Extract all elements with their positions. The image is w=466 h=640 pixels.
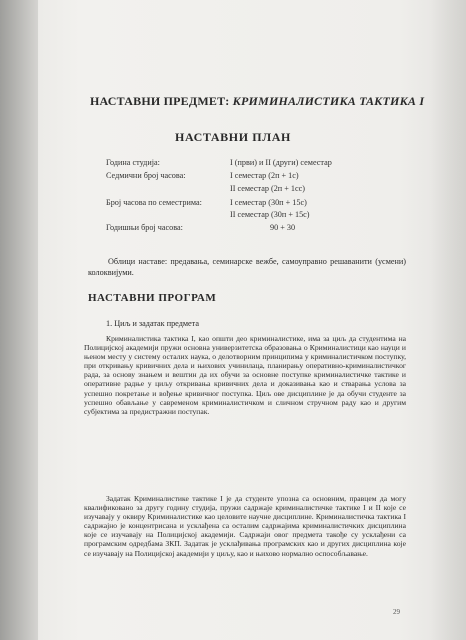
plan-row-value: II семестар (2п + 1сс): [230, 184, 305, 193]
program-heading: НАСТАВНИ ПРОГРАМ: [88, 292, 217, 304]
course-title: [90, 94, 430, 109]
plan-row-label: Годишњи број часова:: [106, 223, 183, 232]
teaching-forms-note: Облици наставе: предавања, семинарске вежбе, самоуправно решаванити (усмени) колоквијуми.: [88, 257, 406, 277]
plan-row-value: I семестар (2п + 1с): [230, 171, 299, 180]
paragraph-task: Задатак Криминалистике тактике I је да студенте упозна са основним, правцем да могу квалификовано за другу годину студија, пружи садржаје криминалистичке тактике I и II које се изучавају у оквиру Криминалистике као целовите научне дисциплине. Криминалистичка тактика I садржајно је концентрисана и усклађена са осталим садржајима криминалистичких дисциплина које се изучавају на Полицијској академији. Садржаји овог предмета такође су усклађени са програмским одредбама ЗКП. Задатак је усклађивања програмских као и других дисциплина које се изучавају на Полицијској академији у циљу, као и њихово нормално оспособљавање.: [84, 494, 406, 558]
section-heading: 1. Циљ и задатак предмета: [106, 319, 199, 328]
plan-heading: НАСТАВНИ ПЛАН: [175, 130, 291, 144]
course-title-subject: КРИМИНАЛИСТИКА ТАКТИКА I: [232, 94, 425, 108]
plan-row-label: Година студија:: [106, 158, 160, 167]
plan-row-value: II семестар (30п + 15с): [230, 210, 310, 219]
course-title-prefix: НАСТАВНИ ПРЕДМЕТ:: [90, 94, 230, 108]
plan-row-value: I семестар (30п + 15с): [230, 198, 307, 207]
plan-row-label: Седмични број часова:: [106, 171, 186, 180]
plan-row-value: 90 + 30: [270, 223, 296, 232]
page-number: 29: [393, 608, 400, 616]
plan-row-label: Број часова по семестрима:: [106, 198, 202, 207]
plan-row-value: I (први) и II (други) семестар: [230, 158, 332, 167]
paragraph-goal: Криминалистика тактика I, као општи део криминалистике, има за циљ да студентима на Полицијској академији пружи основна универзитетска образовања о Криминалистици као науци и њеном месту у систему осталих наука, о делотворним принципима у криминалистичком поступку, при откривању кривичних дела и њихових учинилаца, планирању оперативно-криминалистичког рада, за основу знањем и вештин да их обучи за основне поступке криминалистичке тактике и оперативне радње у циљу откривања кривичних дела и доказивања као и стварања услова за успешно покретање и вођење кривичног поступка. Циљ ове дисциплине је да обучи студенте за успешно обављање у савременом криминалистичком и сличном стручном раду као и другим субјектима за предистражни поступак.: [84, 334, 406, 416]
